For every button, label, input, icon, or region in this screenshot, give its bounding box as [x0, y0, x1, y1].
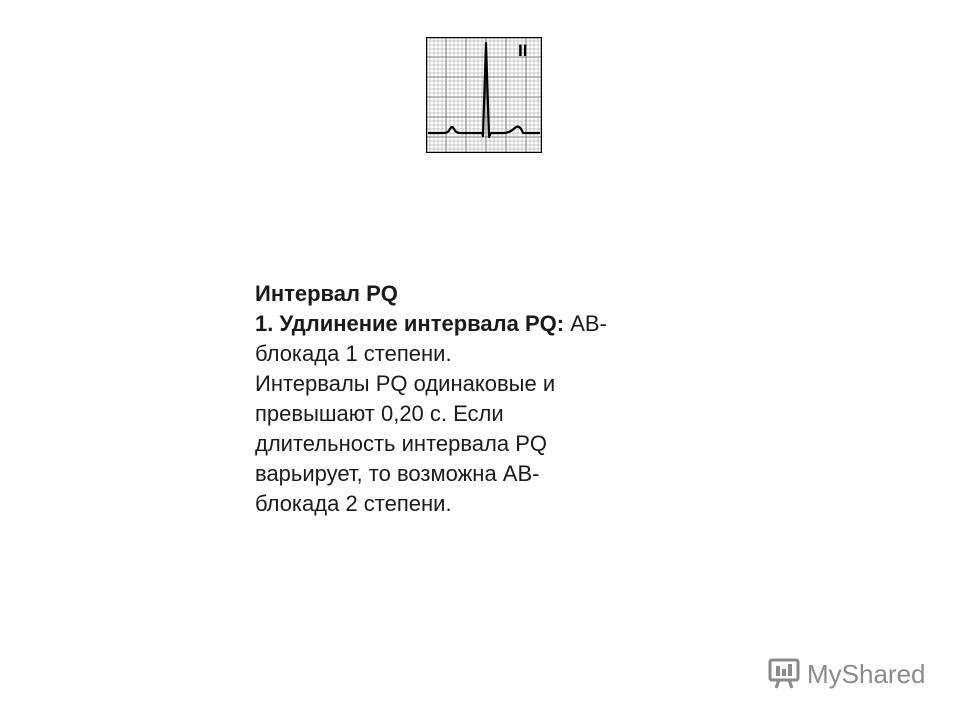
body-line-6: блокада 2 степени. [255, 491, 452, 516]
item-1-heading-tail: АВ- [564, 311, 607, 336]
item-1-heading: 1. Удлинение интервала PQ: [255, 311, 565, 336]
slide-title: Интервал PQ [255, 281, 398, 306]
ecg-lead-label: II [518, 41, 528, 60]
body-line-4: длительность интервала PQ [255, 431, 548, 456]
watermark-logo [767, 657, 926, 691]
body-line-2: Интервалы PQ одинаковые и [255, 371, 556, 396]
ecg-strip-figure [426, 37, 542, 153]
body-line-5: варьирует, то возможна АВ- [255, 461, 540, 486]
watermark-text: MyShared [807, 658, 926, 689]
body-line-1: блокада 1 степени. [255, 341, 452, 366]
item-1-line [255, 309, 715, 339]
presentation-board-icon [767, 658, 801, 690]
slide-text [255, 279, 715, 519]
body-line-3: превышают 0,20 с. Если [255, 401, 504, 426]
